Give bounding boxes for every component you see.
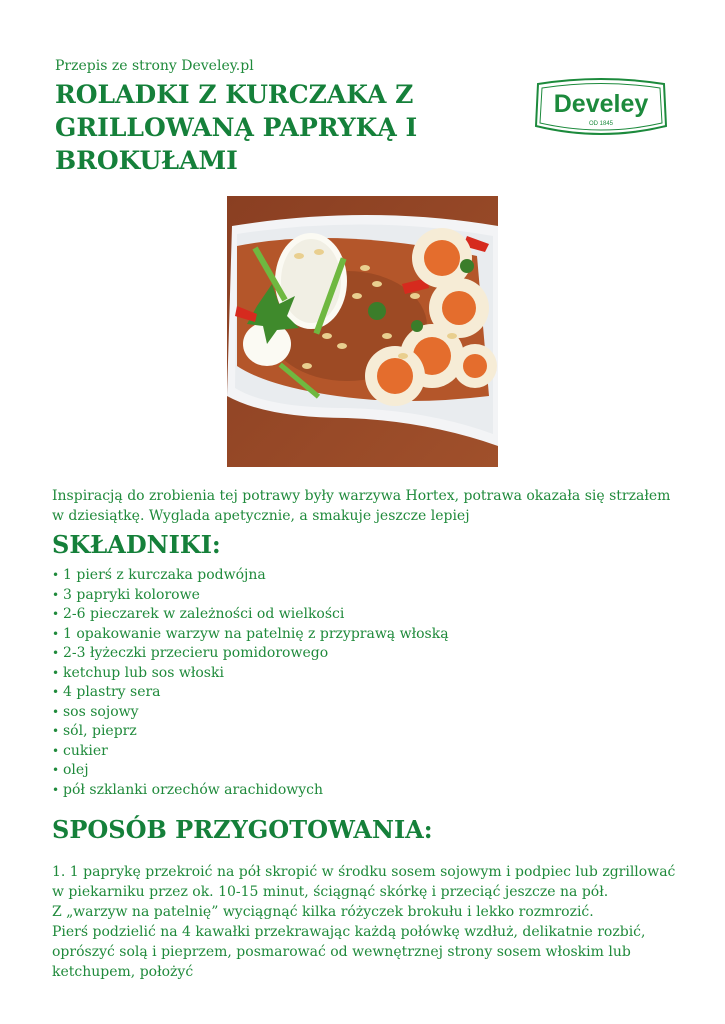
source-line: Przepis ze strony Develey.pl <box>55 58 254 74</box>
logo-since: OD 1845 <box>588 121 614 127</box>
list-item: • pół szklanki orzechów arachidowych <box>52 781 449 801</box>
logo-wordmark: Develey <box>553 90 649 118</box>
list-item: • 2-3 łyżeczki przecieru pomidorowego <box>52 644 449 664</box>
ingredients-heading: SKŁADNIKI: <box>52 530 221 559</box>
list-item: • sos sojowy <box>52 703 449 723</box>
bullet-icon: • <box>52 626 60 641</box>
step-line: Pierś podzielić na 4 kawałki przekrawając każdą połówkę wzdłuż, delikatnie rozbić, oprószyć solą i pieprzem, posmarować od wewnętrznej strony sosem włoskim lub ketchupem, położyć <box>52 924 646 980</box>
preparation-steps <box>52 862 682 982</box>
list-item: • 3 papryki kolorowe <box>52 586 449 606</box>
list-item: • ketchup lub sos włoski <box>52 664 449 684</box>
bullet-icon: • <box>52 568 60 582</box>
list-item: • 2-6 pieczarek w zależności od wielkości <box>52 605 449 625</box>
bullet-icon: • <box>52 587 60 602</box>
list-item: • sól, pieprz <box>52 722 449 742</box>
bullet-icon: • <box>52 763 60 777</box>
list-item: • 4 plastry sera <box>52 683 449 703</box>
intro-text: Inspiracją do zrobienia tej potrawy były warzywa Hortex, potrawa okazała się strzałem w dziesiątkę. Wyglada apetycznie, a smakuje jeszcze lepiej <box>52 488 671 524</box>
list-item: • 1 opakowanie warzyw na patelnię z przyprawą włoską <box>52 625 449 645</box>
preparation-heading: SPOSÓB PRZYGOTOWANIA: <box>52 815 433 844</box>
step-line: Z „warzyw na patelnię” wyciągnąć kilka różyczek brokułu i lekko rozmrozić. <box>52 904 594 920</box>
list-item: • 1 pierś z kurczaka podwójna <box>52 566 449 586</box>
list-item: • cukier <box>52 742 449 762</box>
develey-logo <box>532 76 670 140</box>
bullet-icon: • <box>52 665 60 680</box>
step-line: 1. 1 paprykę przekroić na pół skropić w środku sosem sojowym i podpiec lub zgrillować w piekarniku przez ok. 10-15 minut, ściągnąć skórkę i przeciąć jeszcze na pół. <box>52 864 676 900</box>
bullet-icon: • <box>52 646 60 660</box>
bullet-icon: • <box>52 724 60 738</box>
recipe-title: ROLADKI Z KURCZAKA Z GRILLOWANĄ PAPRYKĄ I BROKUŁAMI <box>55 80 418 175</box>
bullet-icon: • <box>52 704 60 719</box>
list-item: • olej <box>52 761 449 781</box>
bullet-icon: • <box>52 782 60 797</box>
bullet-icon: • <box>52 743 60 758</box>
bullet-icon: • <box>52 607 60 621</box>
bullet-icon: • <box>52 685 60 699</box>
dish-photo <box>227 196 498 467</box>
ingredients-list <box>52 566 449 800</box>
